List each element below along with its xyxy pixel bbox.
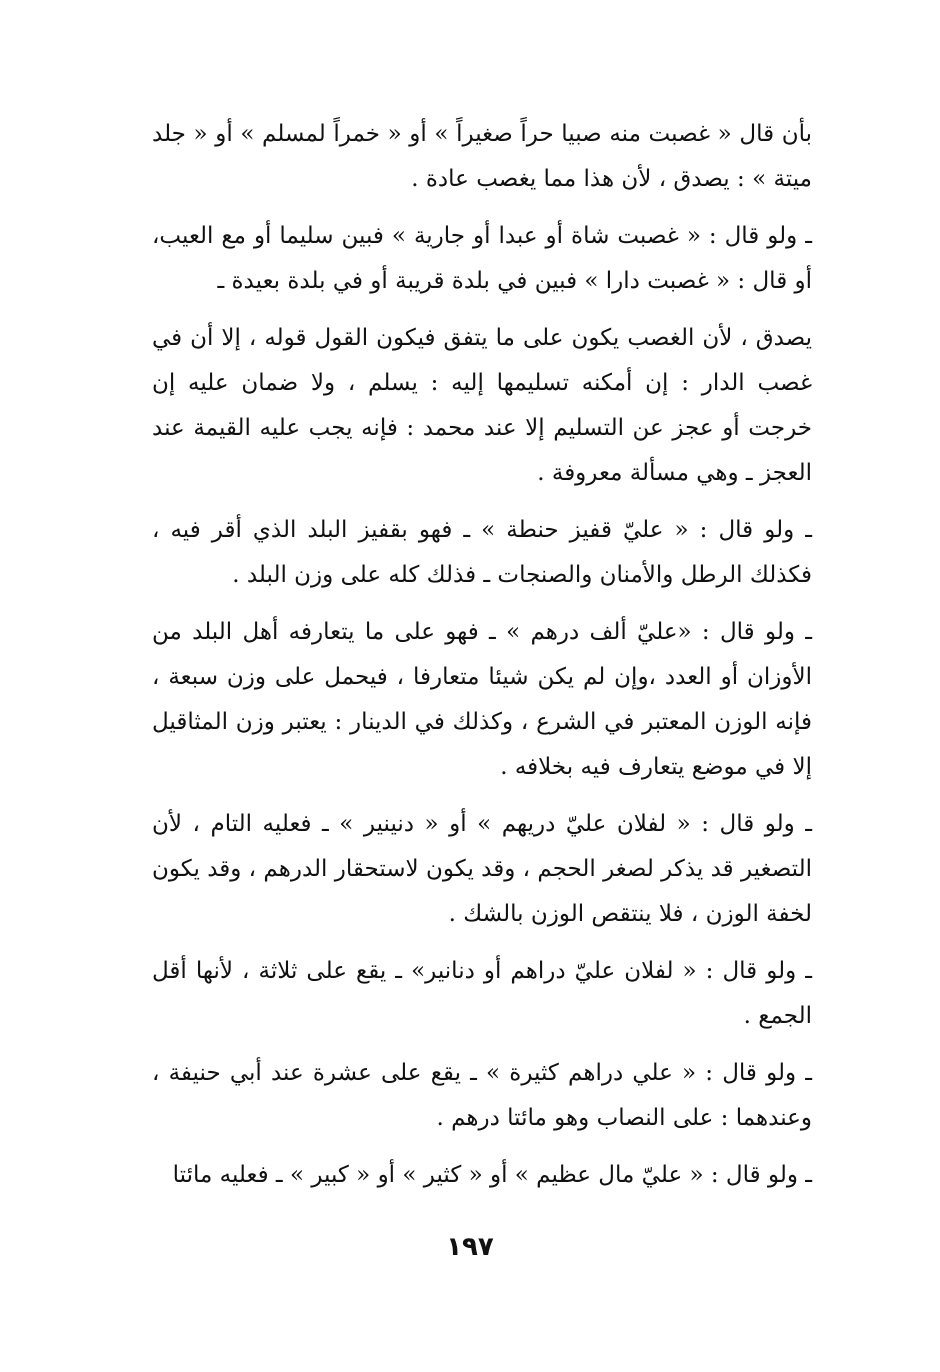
paragraph: يصدق ، لأن الغصب يكون على ما يتفق فيكون القول قوله ، إلا أن في غصب الدار : إن أمكنه تسليمها إليه : يسلم ، ولا ضمان عليه إن خرجت أو عجز عن التسليم إلا عند محمد : فإنه يجب عليه القيمة عند العجز ـ وهي مسألة معروفة . (152, 325, 812, 486)
paragraph: ـ ولو قال : « عليّ مال عظيم » أو « كثير » أو « كبير » ـ فعليه مائتا (172, 1162, 812, 1188)
page-body (152, 112, 812, 1210)
paragraph: ـ ولو قال : « علي دراهم كثيرة » ـ يقع على عشرة عند أبي حنيفة ، وعندهما : على النصاب وهو مائتا درهم . (152, 1060, 812, 1131)
page-number: ١٩٧ (446, 1232, 494, 1262)
paragraph: ـ ولو قال : « عليّ قفيز حنطة » ـ فهو بقفيز البلد الذي أقر فيه ، فكذلك الرطل والأمنان والصنجات ـ فذلك كله على وزن البلد . (152, 517, 812, 588)
paragraph: ـ ولو قال : « غصبت شاة أو عبدا أو جارية » فبين سليما أو مع العيب، أو قال : « غصبت دارا » فبين في بلدة قريبة أو في بلدة بعيدة ـ (152, 223, 812, 294)
paragraph: ـ ولو قال : « لفلان عليّ دريهم » أو « دنينير » ـ فعليه التام ، لأن التصغير قد يذكر لصغر الحجم ، وقد يكون لاستحقار الدرهم ، وقد يكون لخفة الوزن ، فلا ينتقص الوزن بالشك . (152, 811, 812, 927)
paragraph: ـ ولو قال : « لفلان عليّ دراهم أو دنانير» ـ يقع على ثلاثة ، لأنها أقل الجمع . (152, 958, 812, 1029)
paragraph: ـ ولو قال : «عليّ ألف درهم » ـ فهو على ما يتعارفه أهل البلد من الأوزان أو العدد ،وإن لم يكن شيئا متعارفا ، فيحمل على وزن سبعة ، فإنه الوزن المعتبر في الشرع ، وكذلك في الدينار : يعتبر وزن المثاقيل إلا في موضع يتعارف فيه بخلافه . (152, 619, 812, 780)
paragraph: بأن قال « غصبت منه صبيا حراً صغيراً » أو « خمراً لمسلم » أو « جلد ميتة » : يصدق ، لأن هذا مما يغصب عادة . (152, 121, 812, 192)
